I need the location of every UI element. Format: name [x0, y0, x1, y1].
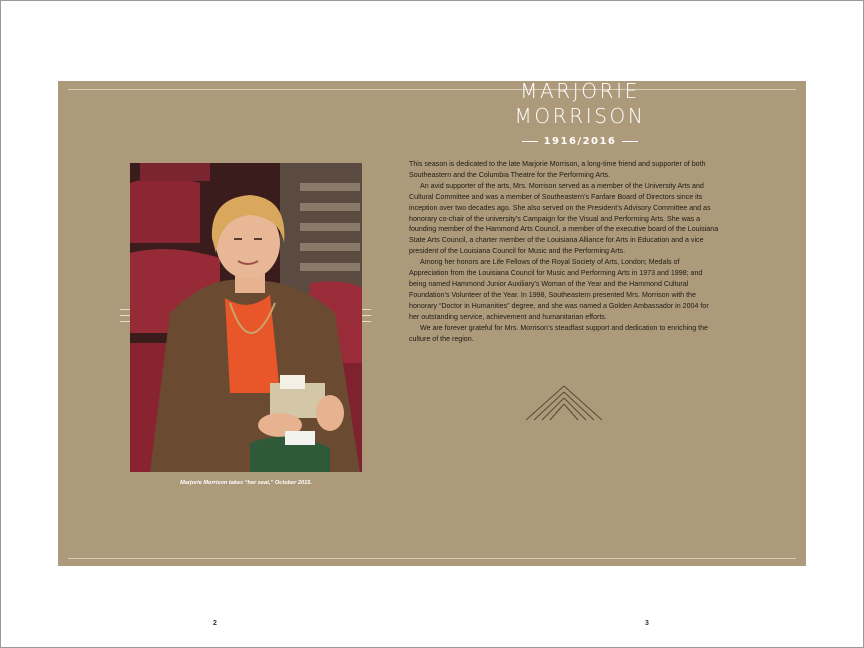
paragraph-1: This season is dedicated to the late Marjorie Morrison, a long-time friend and supporter of both Southeastern and the Columbia Theatre for the Performing Arts. [409, 160, 706, 179]
paragraph-2: An avid supporter of the arts, Mrs. Morrison served as a member of the University Arts and Cultural Committee and was a member of Southeastern’s Fanfare Board of Directors since its inception over two decades ago. She also served on the President’s Advisory Committee and as honorary co-chair of the university’s Campaign for the Visual and Performing Arts. She was a founding member of the Hammond Arts Council, a member of the executive board of the Louisiana State Arts Council, a charter member of the Louisiana Alliance for Arts in Education and a vice president of the Louisiana Council for Music and the Performing Arts. [409, 181, 719, 256]
years-dash-left [522, 141, 538, 142]
honoree-name-last: MORRISON [514, 104, 646, 128]
bottom-rule [68, 558, 796, 559]
years-row [440, 134, 720, 148]
paragraph-3: Among her honors are Life Fellows of the Royal Society of Arts, London; Medals of Appreciation from the Louisiana Council for Music and Performing Arts in 1973 and 1998; and being named Hammond Junior Auxiliary’s Woman of the Year and the Hammond Cultural Foundation’s Volunteer of the Year. In 1998, Southeastern presented Mrs. Morrison with the honorary “Doctor in Humanities” degree, and she was named a Golden Ambassador in 2004 for her outstanding service, achievement and humanitarian efforts. [409, 258, 709, 321]
page-number-right: 3 [645, 620, 649, 627]
life-years: 1916/2016 [543, 135, 617, 147]
decorative-chevron-ornament [518, 384, 610, 424]
portrait-photo [130, 163, 362, 472]
page-number-left: 2 [213, 620, 217, 627]
years-dash-right [622, 141, 638, 142]
honoree-name-first: MARJORIE [520, 79, 640, 103]
paragraph-4: We are forever grateful for Mrs. Morrison’s steadfast support and dedication to enriching the culture of the region. [409, 323, 708, 343]
photo-caption: Marjorie Morrison takes “her seat,” October 2015. [180, 480, 312, 486]
dedication-text [409, 159, 719, 344]
